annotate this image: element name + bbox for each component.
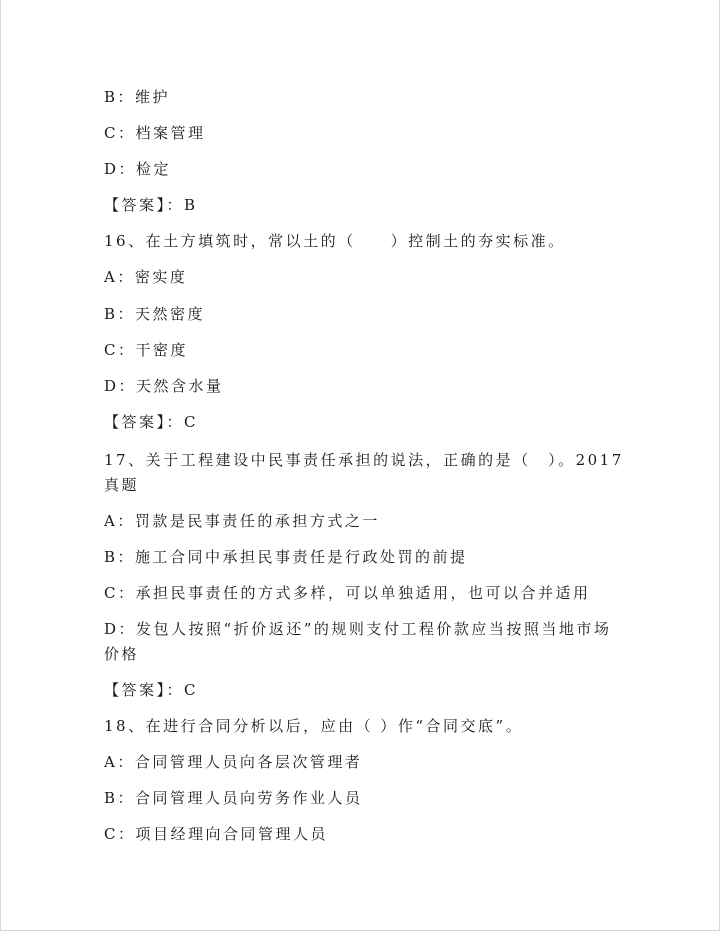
q17-option-c: C：承担民事责任的方式多样，可以单独适用，也可以合并适用: [104, 584, 591, 602]
question-16: 16、在土方填筑时，常以土的（ ）控制土的夯实标准。: [104, 232, 566, 250]
option-c-archive-management: C：档案管理: [104, 124, 206, 142]
q18-option-a: A：合同管理人员向各层次管理者: [104, 753, 363, 771]
answer-17: 【答案】：C: [104, 681, 198, 699]
q16-option-a: A：密实度: [104, 268, 188, 286]
question-18: 18、在进行合同分析以后，应由（ ）作“合同交底”。: [104, 717, 524, 735]
answer-15: 【答案】：B: [104, 196, 198, 214]
question-17: 17、关于工程建设中民事责任承担的说法，正确的是（ ）。2017 真题: [104, 451, 624, 494]
q17-option-a: A：罚款是民事责任的承担方式之一: [104, 512, 380, 530]
answer-16: 【答案】：C: [104, 413, 198, 431]
q16-option-d: D：天然含水量: [104, 377, 224, 395]
q17-option-b: B：施工合同中承担民事责任是行政处罚的前提: [104, 548, 468, 566]
option-b-maintenance: B：维护: [104, 88, 171, 106]
q18-option-b: B：合同管理人员向劳务作业人员: [104, 789, 363, 807]
q18-option-c: C：项目经理向合同管理人员: [104, 825, 328, 843]
q17-option-d: D：发包人按照“折价返还”的规则支付工程价款应当按照当地市场价格: [104, 620, 612, 663]
q16-option-c: C：干密度: [104, 341, 188, 359]
option-d-verification: D：检定: [104, 160, 172, 178]
q16-option-b: B：天然密度: [104, 305, 206, 323]
